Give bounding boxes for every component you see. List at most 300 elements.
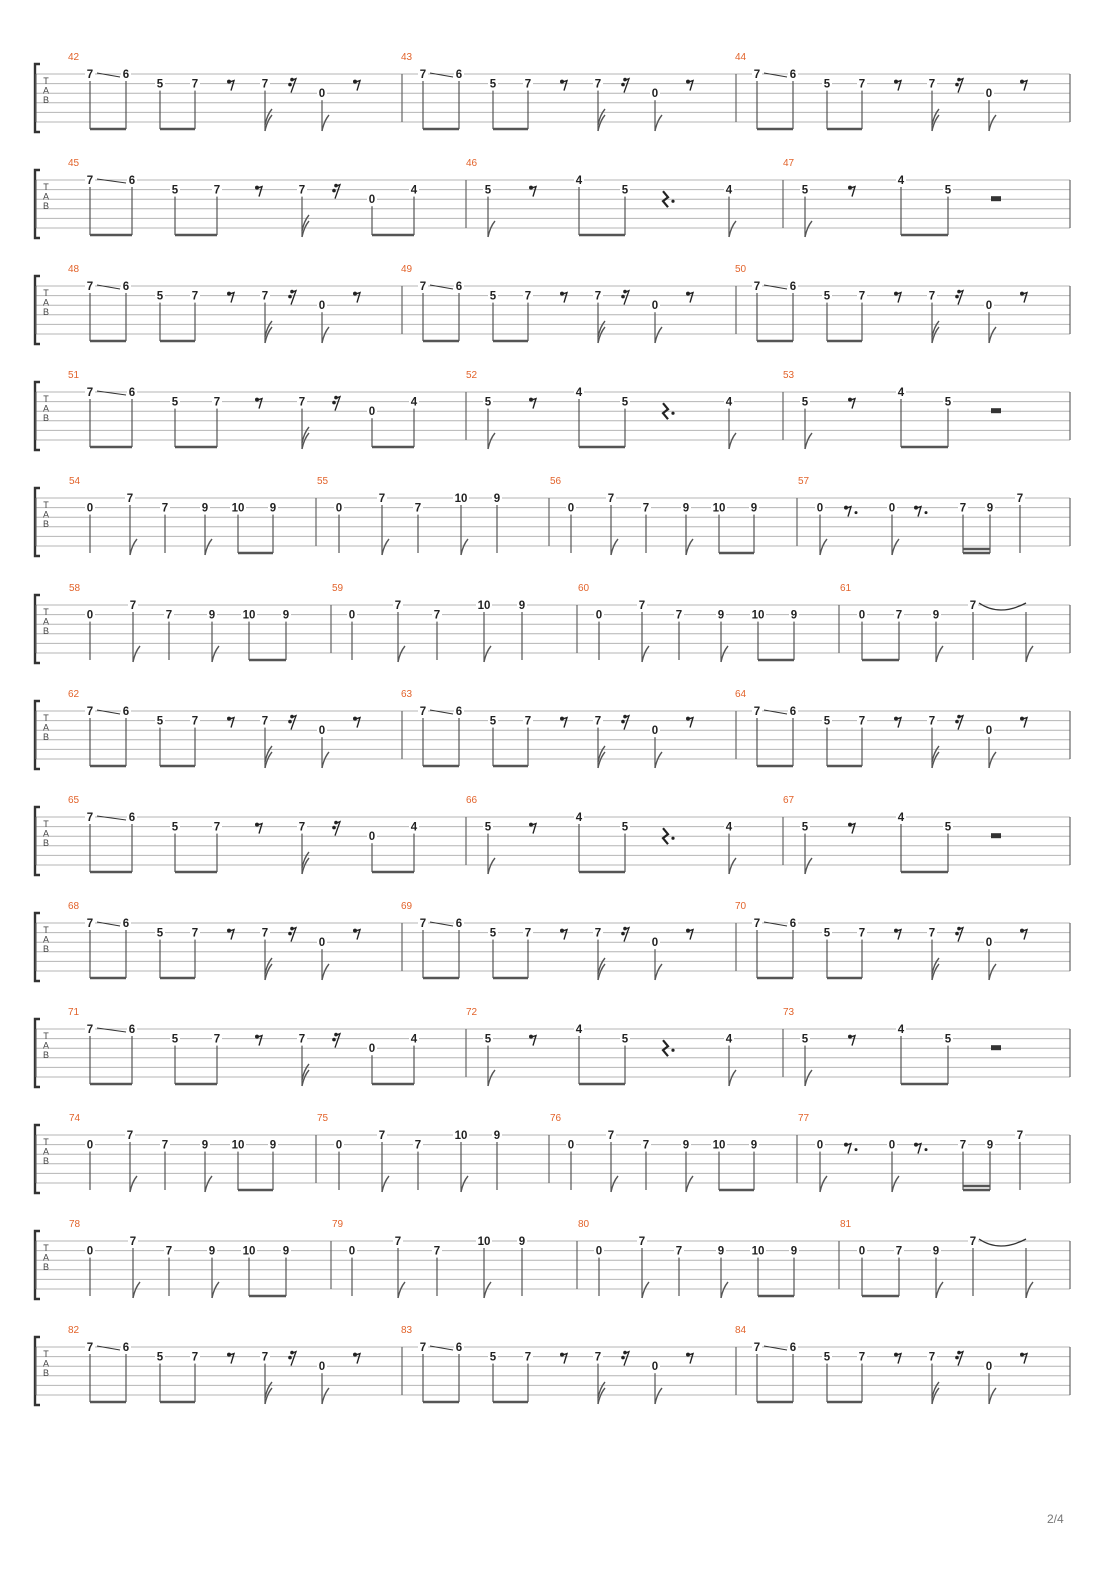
note-flag bbox=[805, 858, 812, 874]
tab-staff bbox=[35, 1231, 1070, 1299]
fret-number: 7 bbox=[86, 706, 94, 718]
note-flag bbox=[488, 433, 495, 449]
eighth-rest bbox=[353, 929, 360, 940]
rest-stroke bbox=[687, 293, 693, 303]
tab-clef-letter: T bbox=[43, 1031, 49, 1041]
rest-dot bbox=[955, 932, 959, 936]
fret-number: 10 bbox=[231, 1139, 245, 1152]
fret-number: 5 bbox=[823, 1351, 831, 1364]
eighth-rest bbox=[529, 186, 536, 197]
fret-number: 9 bbox=[717, 609, 725, 622]
fret-number: 5 bbox=[823, 78, 831, 91]
measure-number: 70 bbox=[735, 901, 747, 912]
note-flag bbox=[721, 646, 728, 662]
fret-number: 7 bbox=[86, 1024, 94, 1036]
eighth-rest bbox=[914, 1143, 921, 1154]
fret-number: 7 bbox=[213, 1033, 221, 1046]
rest-stroke bbox=[958, 1352, 963, 1366]
note-flag bbox=[461, 539, 468, 555]
fret-number: 7 bbox=[165, 1245, 173, 1258]
rest-stroke bbox=[895, 81, 901, 91]
rest-stroke bbox=[915, 507, 921, 517]
sixteenth-rest bbox=[955, 78, 963, 93]
eighth-rest bbox=[560, 717, 567, 728]
eighth-rest bbox=[1020, 717, 1027, 728]
fret-number: 10 bbox=[751, 609, 765, 622]
fret-number: 7 bbox=[753, 706, 761, 718]
tab-clef-letter: A bbox=[42, 828, 50, 839]
eighth-rest bbox=[686, 717, 693, 728]
fret-number: 0 bbox=[595, 1245, 603, 1258]
tab-clef-letter: A bbox=[42, 1146, 50, 1157]
fret-number: 7 bbox=[161, 1139, 169, 1152]
note-flag bbox=[729, 433, 736, 449]
measure-number: 77 bbox=[798, 1113, 810, 1124]
fret-number: 4 bbox=[575, 175, 583, 187]
note-flag bbox=[484, 646, 491, 662]
fret-number: 0 bbox=[651, 88, 659, 101]
half-rest bbox=[991, 408, 1001, 413]
fret-number: 9 bbox=[282, 609, 290, 622]
fret-number: 9 bbox=[790, 609, 798, 622]
fret-number: 0 bbox=[985, 300, 993, 313]
tie-arc bbox=[979, 1239, 1026, 1246]
fret-number: 7 bbox=[858, 927, 866, 940]
rest-dot bbox=[671, 412, 674, 415]
eighth-rest bbox=[914, 506, 921, 517]
rest-stroke bbox=[256, 399, 262, 409]
note-flag bbox=[130, 539, 137, 555]
fret-number: 7 bbox=[191, 1351, 199, 1364]
tab-clef-letter: T bbox=[43, 1349, 49, 1359]
rest-stroke bbox=[530, 399, 536, 409]
measure-number: 76 bbox=[550, 1113, 562, 1124]
rest-stroke bbox=[895, 718, 901, 728]
fret-number: 6 bbox=[789, 281, 797, 293]
fret-number: 0 bbox=[985, 937, 993, 950]
sixteenth-rest bbox=[621, 927, 629, 942]
sixteenth-rest bbox=[288, 290, 296, 305]
eighth-rest bbox=[848, 186, 855, 197]
fret-number: 7 bbox=[594, 927, 602, 940]
rest-dot bbox=[332, 1038, 336, 1042]
note-flag bbox=[205, 539, 212, 555]
measure-number: 46 bbox=[466, 158, 478, 169]
note-flag bbox=[936, 1282, 943, 1298]
fret-number: 5 bbox=[801, 184, 809, 197]
measure-number: 80 bbox=[578, 1219, 590, 1230]
measure-number: 55 bbox=[317, 476, 329, 487]
eighth-rest bbox=[560, 292, 567, 303]
fret-number: 9 bbox=[750, 1139, 758, 1152]
note-flag bbox=[484, 1282, 491, 1298]
rest-stroke bbox=[256, 1036, 262, 1046]
fret-number: 5 bbox=[171, 1033, 179, 1046]
rest-stroke bbox=[354, 81, 360, 91]
fret-number: 6 bbox=[128, 812, 136, 824]
rest-stroke bbox=[849, 399, 855, 409]
measure-number: 49 bbox=[401, 264, 413, 275]
rest-dot bbox=[621, 720, 625, 724]
tab-clef-letter: T bbox=[43, 182, 49, 192]
fret-number: 7 bbox=[394, 600, 402, 612]
rest-stroke bbox=[687, 718, 693, 728]
fret-number: 5 bbox=[484, 1033, 492, 1046]
fret-number: 0 bbox=[888, 1139, 896, 1152]
eighth-rest bbox=[894, 80, 901, 91]
tab-clef-letter: B bbox=[42, 519, 50, 530]
fret-number: 9 bbox=[682, 1139, 690, 1152]
tab-clef-letter: B bbox=[42, 307, 50, 318]
eighth-rest bbox=[894, 929, 901, 940]
fret-number: 4 bbox=[897, 175, 905, 187]
rest-stroke bbox=[291, 1352, 296, 1366]
fret-number: 4 bbox=[897, 1024, 905, 1036]
fret-number: 7 bbox=[261, 290, 269, 303]
eighth-rest bbox=[353, 80, 360, 91]
fret-number: 9 bbox=[282, 1245, 290, 1258]
fret-number: 5 bbox=[944, 396, 952, 409]
measure-number: 53 bbox=[783, 370, 795, 381]
rest-stroke bbox=[256, 824, 262, 834]
note-flag bbox=[382, 539, 389, 555]
eighth-rest bbox=[227, 80, 234, 91]
measure-number: 57 bbox=[798, 476, 810, 487]
rest-stroke bbox=[895, 930, 901, 940]
note-flag bbox=[488, 1070, 495, 1086]
eighth-rest bbox=[353, 292, 360, 303]
fret-number: 7 bbox=[607, 493, 615, 505]
tab-staff bbox=[35, 1337, 1070, 1405]
fret-number: 7 bbox=[524, 927, 532, 940]
fret-number: 5 bbox=[489, 927, 497, 940]
fret-number: 9 bbox=[518, 600, 526, 612]
fret-number: 10 bbox=[477, 1236, 491, 1248]
fret-number: 5 bbox=[621, 396, 629, 409]
fret-number: 7 bbox=[858, 1351, 866, 1364]
rest-stroke bbox=[849, 1036, 855, 1046]
fret-number: 7 bbox=[378, 493, 386, 505]
fret-number: 7 bbox=[86, 1342, 94, 1354]
fret-number: 7 bbox=[86, 387, 94, 399]
rest-stroke bbox=[561, 1354, 567, 1364]
eighth-rest bbox=[529, 1035, 536, 1046]
note-flag bbox=[805, 1070, 812, 1086]
fret-number: 7 bbox=[394, 1236, 402, 1248]
fret-number: 10 bbox=[454, 1130, 468, 1142]
rest-stroke bbox=[958, 716, 963, 730]
fret-number: 7 bbox=[858, 715, 866, 728]
rest-stroke bbox=[687, 930, 693, 940]
rest-stroke bbox=[354, 930, 360, 940]
fret-number: 6 bbox=[789, 706, 797, 718]
fret-number: 7 bbox=[607, 1130, 615, 1142]
rest-stroke bbox=[354, 718, 360, 728]
rest-stroke bbox=[1021, 293, 1027, 303]
fret-number: 9 bbox=[493, 1130, 501, 1142]
fret-number: 6 bbox=[122, 918, 130, 930]
tab-staff bbox=[35, 595, 1070, 663]
fret-number: 0 bbox=[985, 88, 993, 101]
eighth-rest bbox=[1020, 929, 1027, 940]
fret-number: 7 bbox=[753, 69, 761, 81]
fret-number: 7 bbox=[419, 706, 427, 718]
fret-number: 0 bbox=[567, 502, 575, 515]
fret-number: 0 bbox=[368, 406, 376, 419]
fret-number: 4 bbox=[897, 387, 905, 399]
fret-number: 5 bbox=[621, 184, 629, 197]
fret-number: 7 bbox=[858, 290, 866, 303]
fret-number: 6 bbox=[455, 69, 463, 81]
rest-dot bbox=[288, 932, 292, 936]
sixteenth-rest bbox=[621, 1351, 629, 1366]
rest-stroke bbox=[1021, 1354, 1027, 1364]
fret-number: 7 bbox=[419, 69, 427, 81]
rest-stroke bbox=[624, 928, 629, 942]
fret-number: 10 bbox=[751, 1245, 765, 1258]
measure-number: 83 bbox=[401, 1325, 413, 1336]
rest-stroke bbox=[624, 1352, 629, 1366]
fret-number: 0 bbox=[651, 725, 659, 738]
fret-number: 7 bbox=[675, 609, 683, 622]
fret-number: 0 bbox=[86, 1139, 94, 1152]
fret-number: 0 bbox=[318, 1361, 326, 1374]
note-flag bbox=[989, 115, 996, 131]
fret-number: 7 bbox=[213, 184, 221, 197]
tab-clef-letter: T bbox=[43, 819, 49, 829]
rest-stroke bbox=[228, 81, 234, 91]
fret-number: 5 bbox=[171, 184, 179, 197]
tab-clef-letter: B bbox=[42, 626, 50, 637]
fret-number: 0 bbox=[888, 502, 896, 515]
measure-number: 78 bbox=[69, 1219, 81, 1230]
rest-dot bbox=[955, 1356, 959, 1360]
fret-number: 5 bbox=[944, 1033, 952, 1046]
note-flag bbox=[398, 1282, 405, 1298]
rest-stroke bbox=[354, 1354, 360, 1364]
rest-stroke bbox=[530, 824, 536, 834]
fret-number: 6 bbox=[455, 1342, 463, 1354]
fret-number: 10 bbox=[242, 609, 256, 622]
fret-number: 7 bbox=[191, 715, 199, 728]
fret-number: 7 bbox=[126, 1130, 134, 1142]
rest-dot bbox=[288, 295, 292, 299]
fret-number: 6 bbox=[789, 1342, 797, 1354]
tab-staff bbox=[35, 382, 1070, 450]
tab-clef-letter: T bbox=[43, 500, 49, 510]
fret-number: 0 bbox=[651, 300, 659, 313]
fret-number: 0 bbox=[318, 937, 326, 950]
rest-stroke bbox=[845, 1144, 851, 1154]
fret-number: 0 bbox=[348, 1245, 356, 1258]
note-flag bbox=[642, 1282, 649, 1298]
fret-number: 5 bbox=[823, 927, 831, 940]
rest-stroke bbox=[561, 718, 567, 728]
fret-number: 10 bbox=[477, 600, 491, 612]
fret-number: 9 bbox=[790, 1245, 798, 1258]
measure-number: 63 bbox=[401, 689, 413, 700]
fret-number: 4 bbox=[575, 387, 583, 399]
fret-number: 6 bbox=[789, 918, 797, 930]
fret-number: 9 bbox=[518, 1236, 526, 1248]
measure-number: 61 bbox=[840, 583, 852, 594]
rest-stroke bbox=[663, 828, 668, 844]
fret-number: 7 bbox=[165, 609, 173, 622]
fret-number: 5 bbox=[621, 821, 629, 834]
fret-number: 7 bbox=[675, 1245, 683, 1258]
measure-number: 62 bbox=[68, 689, 80, 700]
fret-number: 7 bbox=[213, 396, 221, 409]
eighth-rest bbox=[227, 929, 234, 940]
fret-number: 0 bbox=[595, 609, 603, 622]
fret-number: 5 bbox=[801, 1033, 809, 1046]
eighth-rest bbox=[560, 80, 567, 91]
note-flag bbox=[655, 115, 662, 131]
tie-arc bbox=[979, 603, 1026, 610]
fret-number: 4 bbox=[410, 184, 418, 197]
rest-stroke bbox=[291, 716, 296, 730]
rest-stroke bbox=[335, 185, 340, 199]
fret-number: 0 bbox=[368, 1043, 376, 1056]
note-flag bbox=[133, 1282, 140, 1298]
fret-number: 7 bbox=[642, 1139, 650, 1152]
fret-number: 7 bbox=[86, 69, 94, 81]
eighth-rest bbox=[255, 398, 262, 409]
fret-number: 0 bbox=[858, 1245, 866, 1258]
rest-dot bbox=[855, 1148, 858, 1151]
note-flag bbox=[212, 1282, 219, 1298]
eighth-rest bbox=[686, 1353, 693, 1364]
tab-clef-letter: A bbox=[42, 934, 50, 945]
tab-clef-letter: B bbox=[42, 1050, 50, 1061]
sixteenth-rest bbox=[332, 821, 340, 836]
tab-clef-letter: A bbox=[42, 1040, 50, 1051]
note-flag bbox=[1026, 1282, 1033, 1298]
rest-stroke bbox=[228, 293, 234, 303]
fret-number: 7 bbox=[524, 1351, 532, 1364]
fret-number: 5 bbox=[489, 1351, 497, 1364]
tab-clef-letter: T bbox=[43, 925, 49, 935]
measure-number: 67 bbox=[783, 795, 795, 806]
fret-number: 9 bbox=[986, 1139, 994, 1152]
fret-number: 7 bbox=[261, 715, 269, 728]
fret-number: 7 bbox=[928, 290, 936, 303]
fret-number: 7 bbox=[594, 1351, 602, 1364]
measure-number: 79 bbox=[332, 1219, 344, 1230]
measure-number: 52 bbox=[466, 370, 478, 381]
fret-number: 7 bbox=[414, 1139, 422, 1152]
eighth-rest bbox=[894, 1353, 901, 1364]
fret-number: 9 bbox=[493, 493, 501, 505]
fret-number: 7 bbox=[1016, 1130, 1024, 1142]
tab-clef-letter: B bbox=[42, 732, 50, 743]
fret-number: 4 bbox=[725, 821, 733, 834]
fret-number: 0 bbox=[858, 609, 866, 622]
note-flag bbox=[611, 1176, 618, 1192]
tab-clef-letter: T bbox=[43, 713, 49, 723]
tab-clef-letter: A bbox=[42, 1358, 50, 1369]
rest-stroke bbox=[228, 718, 234, 728]
fret-number: 10 bbox=[242, 1245, 256, 1258]
fret-number: 7 bbox=[524, 78, 532, 91]
rest-stroke bbox=[624, 716, 629, 730]
eighth-rest bbox=[529, 823, 536, 834]
fret-number: 9 bbox=[932, 609, 940, 622]
eighth-rest bbox=[1020, 1353, 1027, 1364]
fret-number: 4 bbox=[897, 812, 905, 824]
tab-clef-letter: B bbox=[42, 1156, 50, 1167]
note-flag bbox=[322, 1388, 329, 1404]
measure-number: 58 bbox=[69, 583, 81, 594]
fret-number: 6 bbox=[128, 387, 136, 399]
rest-dot bbox=[621, 1356, 625, 1360]
fret-number: 10 bbox=[712, 1139, 726, 1152]
note-flag bbox=[398, 646, 405, 662]
fret-number: 0 bbox=[335, 1139, 343, 1152]
measure-number: 47 bbox=[783, 158, 795, 169]
fret-number: 9 bbox=[269, 1139, 277, 1152]
fret-number: 7 bbox=[191, 290, 199, 303]
half-rest bbox=[991, 833, 1001, 838]
rest-stroke bbox=[687, 1354, 693, 1364]
fret-number: 7 bbox=[298, 396, 306, 409]
rest-dot bbox=[925, 511, 928, 514]
sixteenth-rest bbox=[332, 1033, 340, 1048]
fret-number: 6 bbox=[122, 1342, 130, 1354]
fret-number: 4 bbox=[410, 396, 418, 409]
tab-staff bbox=[35, 170, 1070, 238]
fret-number: 9 bbox=[201, 1139, 209, 1152]
note-flag bbox=[611, 539, 618, 555]
measure-number: 75 bbox=[317, 1113, 329, 1124]
fret-number: 7 bbox=[895, 609, 903, 622]
measure-number: 51 bbox=[68, 370, 80, 381]
fret-number: 7 bbox=[524, 715, 532, 728]
fret-number: 5 bbox=[156, 78, 164, 91]
tab-staff bbox=[35, 1019, 1070, 1087]
fret-number: 5 bbox=[171, 821, 179, 834]
fret-number: 0 bbox=[567, 1139, 575, 1152]
tab-clef-letter: A bbox=[42, 85, 50, 96]
note-flag bbox=[721, 1282, 728, 1298]
measure-number: 81 bbox=[840, 1219, 852, 1230]
fret-number: 7 bbox=[86, 812, 94, 824]
fret-number: 5 bbox=[489, 715, 497, 728]
note-flag bbox=[461, 1176, 468, 1192]
rest-stroke bbox=[687, 81, 693, 91]
fret-number: 7 bbox=[895, 1245, 903, 1258]
fret-number: 7 bbox=[213, 821, 221, 834]
tab-staff bbox=[35, 488, 1070, 556]
fret-number: 7 bbox=[638, 600, 646, 612]
measure-number: 48 bbox=[68, 264, 80, 275]
rest-dot bbox=[288, 720, 292, 724]
rest-stroke bbox=[530, 1036, 536, 1046]
fret-number: 0 bbox=[368, 194, 376, 207]
fret-number: 4 bbox=[725, 1033, 733, 1046]
eighth-rest bbox=[686, 292, 693, 303]
note-flag bbox=[205, 1176, 212, 1192]
measure-number: 74 bbox=[69, 1113, 81, 1124]
eighth-rest bbox=[848, 398, 855, 409]
fret-number: 7 bbox=[753, 918, 761, 930]
note-flag bbox=[655, 1388, 662, 1404]
measure-number: 68 bbox=[68, 901, 80, 912]
rest-stroke bbox=[915, 1144, 921, 1154]
tab-staff bbox=[35, 1125, 1070, 1193]
note-flag bbox=[989, 752, 996, 768]
tab-clef-letter: B bbox=[42, 201, 50, 212]
